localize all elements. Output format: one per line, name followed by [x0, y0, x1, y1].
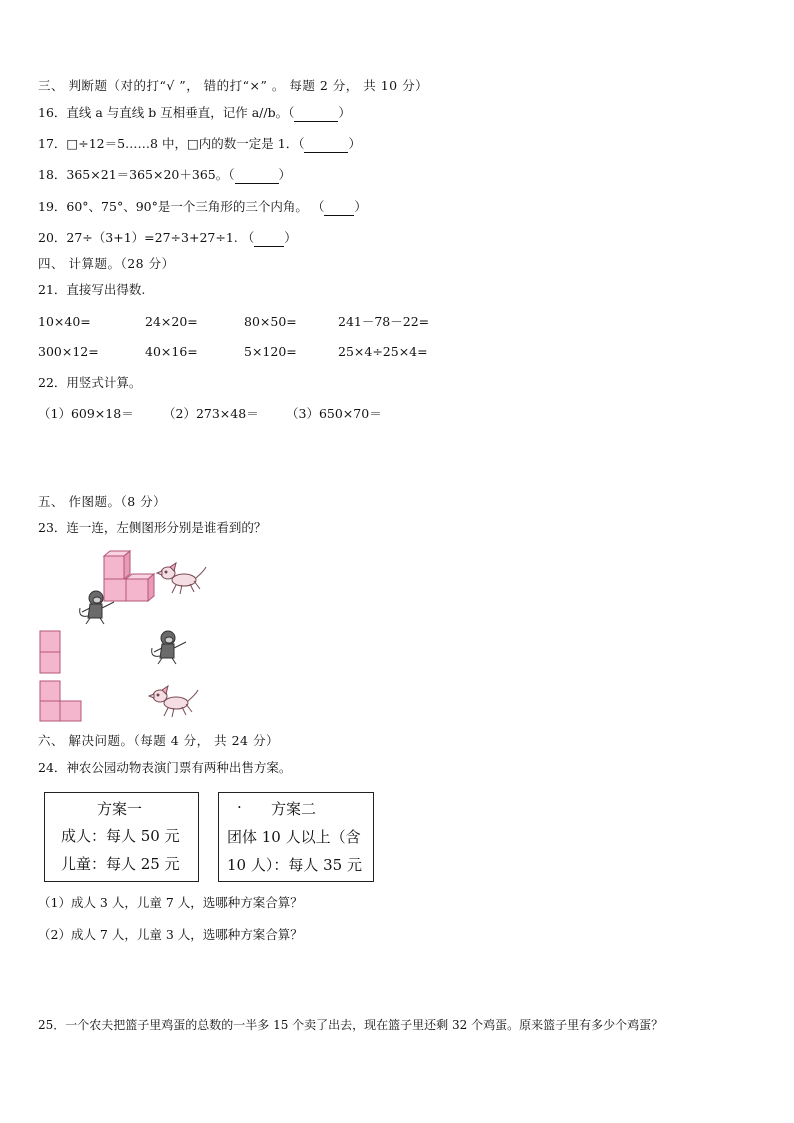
calc-item: 25×4÷25×4=: [338, 344, 428, 359]
plan-1-adult: 成人：每人 50 元: [61, 827, 180, 845]
question-19-text: 19．60°、75°、90°是一个三角形的三个内角。 （: [38, 199, 325, 214]
paren-close: ）: [348, 136, 361, 151]
paren-close: ）: [284, 230, 297, 245]
plan-1-child: 儿童：每人 25 元: [61, 855, 180, 873]
question-17-text: 17．□÷12＝5……8 中，□内的数一定是 1．（: [38, 136, 305, 151]
section-3-heading: 三、 判断题（对的打“√ ”， 错的打“×” 。 每题 2 分， 共 10 分）: [38, 78, 429, 93]
plan-2-line1: 团体 10 人以上（含: [227, 828, 361, 846]
calc-item: 241－78－22=: [338, 314, 430, 329]
calc-item: 10×40=: [38, 314, 91, 329]
view-shape-2: [40, 681, 81, 721]
paren-close: ）: [338, 105, 351, 120]
vertical-calc-item: （3）650×70＝: [286, 406, 382, 421]
plan-1-box: [44, 792, 199, 882]
question-23-text: 23．连一连，左侧图形分别是谁看到的？: [38, 520, 267, 535]
paren-close: ）: [354, 199, 367, 214]
plan-1-title: 方案一: [97, 800, 143, 818]
question-18-text: 18．365×21＝365×20＋365。（: [38, 167, 235, 182]
plan-2-line2: 10 人）：每人 35 元: [227, 856, 362, 874]
monkey-icon: [152, 631, 186, 664]
plan-2-box: [218, 792, 374, 882]
dog-icon: [157, 563, 206, 594]
calc-item: 80×50=: [244, 314, 297, 329]
question-24-sub-2: （2）成人 7 人，儿童 3 人，选哪种方案合算？: [38, 927, 303, 942]
section-4-heading: 四、 计算题。（28 分）: [38, 256, 175, 271]
vertical-calc-item: （1）609×18＝: [38, 406, 134, 421]
question-21-text: 21．直接写出得数.: [38, 282, 146, 297]
paren-close: ）: [278, 167, 292, 182]
question-24-text: 24．神农公园动物表演门票有两种出售方案。: [38, 760, 292, 775]
section-5-heading: 五、 作图题。（8 分）: [38, 494, 167, 509]
calc-item: 24×20=: [145, 314, 198, 329]
plan-2-dot: ·: [237, 798, 242, 816]
question-24-sub-1: （1）成人 3 人，儿童 7 人，选哪种方案合算？: [38, 895, 303, 910]
section-6-heading: 六、 解决问题。（每题 4 分， 共 24 分）: [38, 733, 279, 748]
cube-arrangement: [104, 551, 154, 601]
question-20-text: 20．27÷（3+1）=27÷3+27÷1. （: [38, 230, 255, 245]
calc-item: 40×16=: [145, 344, 198, 359]
question-22-text: 22．用竖式计算。: [38, 375, 142, 390]
question-25-text: 25．一个农夫把篮子里鸡蛋的总数的一半多 15 个卖了出去，现在篮子里还剩 32 个鸡蛋。原来篮子里有多少个鸡蛋？: [38, 1018, 664, 1032]
calc-item: 300×12=: [38, 344, 99, 359]
vertical-calc-item: （2）273×48＝: [163, 406, 259, 421]
view-shape-1: [40, 631, 60, 673]
question-16-text: 16．直线 a 与直线 b 互相垂直，记作 a//b。（: [38, 105, 295, 120]
calc-item: 5×120=: [244, 344, 297, 359]
dog-icon: [149, 686, 198, 717]
plan-2-title: 方案二: [271, 800, 317, 818]
